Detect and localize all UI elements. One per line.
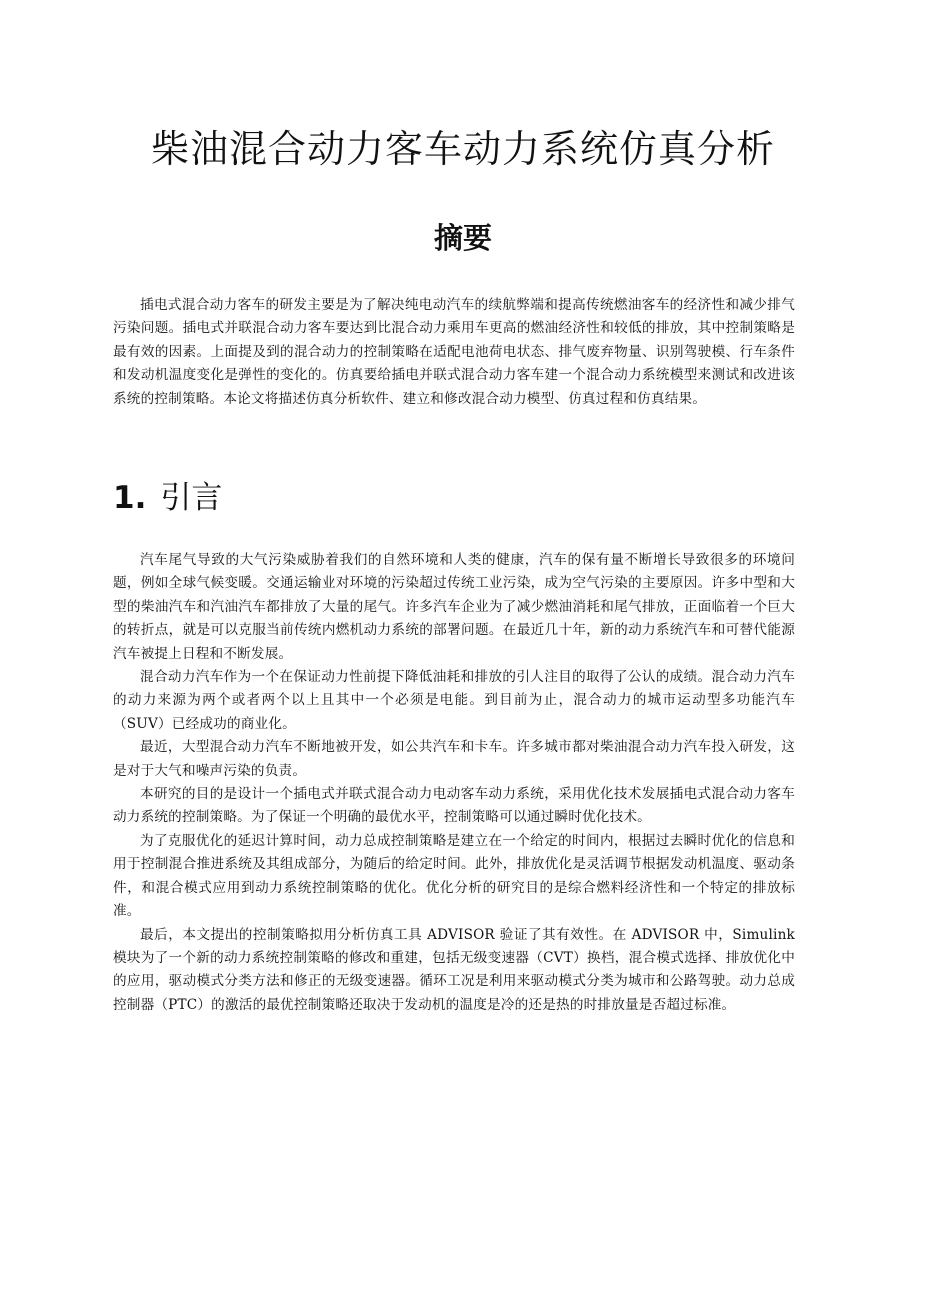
introduction-body (113, 549, 795, 1017)
abstract-paragraph: 插电式混合动力客车的研发主要是为了解决纯电动汽车的续航弊端和提高传统燃油客车的经济性和减少排气污染问题。插电式并联混合动力客车要达到比混合动力乘用车更高的燃油经济性和较低的排放，其中控制策略是最有效的因素。上面提及到的混合动力的控制策略在适配电池荷电状态、排气废弃物量、识别驾驶模、行车条件和发动机温度变化是弹性的变化的。仿真要给插电并联式混合动力客车建一个混合动力系统模型来测试和改进该系统的控制策略。本论文将描述仿真分析软件、建立和修改混合动力模型、仿真过程和仿真结果。 (113, 297, 795, 407)
body-paragraph: 本研究的目的是设计一个插电式并联式混合动力电动客车动力系统，采用优化技术发展插电式混合动力客车动力系统的控制策略。为了保证一个明确的最优水平，控制策略可以通过瞬时优化技术。 (113, 786, 795, 826)
document-title: 柴油混合动力客车动力系统仿真分析 (150, 127, 775, 171)
abstract-body (113, 294, 795, 411)
section-number: 1. (113, 480, 147, 516)
body-paragraph: 汽车尾气导致的大气污染威胁着我们的自然环境和人类的健康，汽车的保有量不断增长导致很多的环境问题，例如全球气候变暖。交通运输业对环境的污染超过传统工业污染，成为空气污染的主要原因。许多中型和大型的柴油汽车和汽油汽车都排放了大量的尾气。许多汽车企业为了减少燃油消耗和尾气排放，正面临着一个巨大的转折点，就是可以克服当前传统内燃机动力系统的部署问题。在最近几十年，新的动力系统汽车和可替代能源汽车被提上日程和不断发展。 (113, 552, 795, 662)
body-paragraph: 最后，本文提出的控制策略拟用分析仿真工具 ADVISOR 验证了其有效性。在 ADVISOR 中，Simulink 模块为了一个新的动力系统控制策略的修改和重建，包括无级变速器（CVT）换档，混合模式选择、排放优化中的应用，驱动模式分类方法和修正的无级变速器。循环工况是利用来驱动模式分类为城市和公路驾驶。动力总成控制器（PTC）的激活的最优控制策略还取决于发动机的温度是冷的还是热的时排放量是否超过标准。 (113, 926, 795, 1013)
body-paragraph: 混合动力汽车作为一个在保证动力性前提下降低油耗和排放的引人注目的取得了公认的成绩。混合动力汽车的动力来源为两个或者两个以上且其中一个必须是电能。到目前为止，混合动力的城市运动型多功能汽车（SUV）已经成功的商业化。 (113, 669, 795, 732)
body-paragraph: 为了克服优化的延迟计算时间，动力总成控制策略是建立在一个给定的时间内，根据过去瞬时优化的信息和用于控制混合推进系统及其组成部分，为随后的给定时间。此外，排放优化是灵活调节根据发动机温度、驱动条件，和混合模式应用到动力系统控制策略的优化。优化分析的研究目的是综合燃料经济性和一个特定的排放标准。 (113, 832, 795, 920)
section-title: 引言 (160, 480, 223, 516)
introduction-heading (113, 476, 222, 520)
body-paragraph: 最近，大型混合动力汽车不断地被开发，如公共汽车和卡车。许多城市都对柴油混合动力汽车投入研发，这是对于大气和噪声污染的负责。 (113, 739, 795, 779)
abstract-heading: 摘要 (433, 221, 492, 255)
